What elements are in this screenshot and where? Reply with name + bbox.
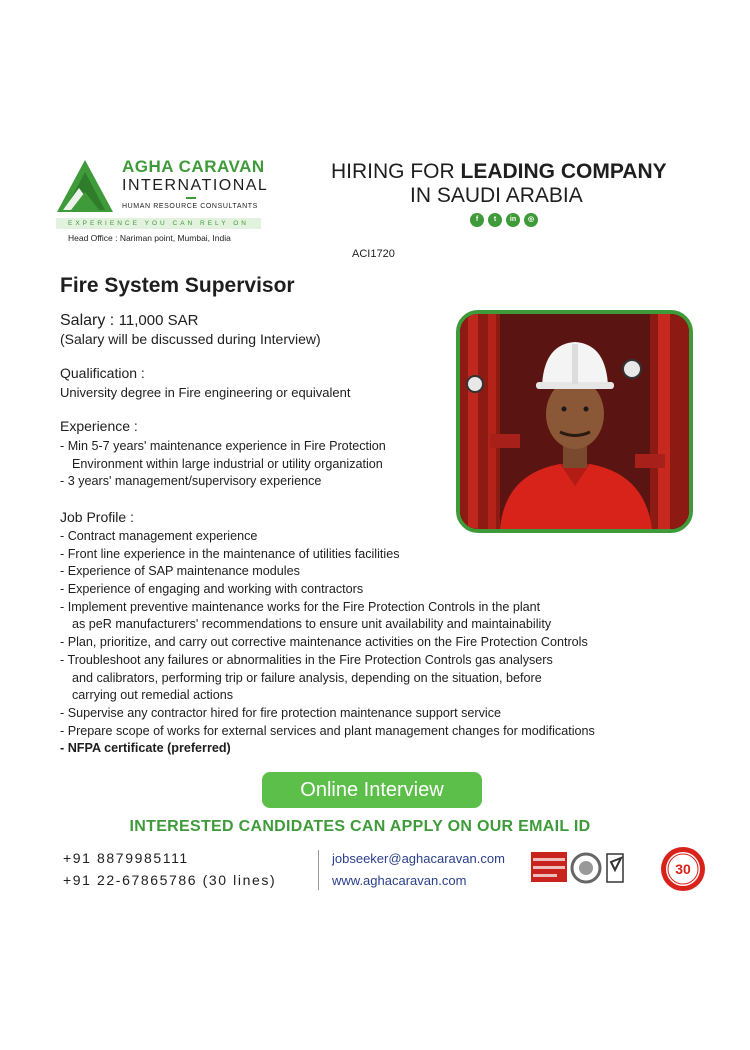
brand-name-line2: INTERNATIONAL: [122, 177, 269, 194]
experience-heading: Experience :: [60, 418, 138, 434]
qualification-heading: Qualification :: [60, 365, 145, 381]
website-link[interactable]: www.aghacaravan.com: [332, 873, 467, 888]
list-item: - Supervise any contractor hired for fire protection maintenance support service: [60, 705, 501, 720]
phone-primary[interactable]: +91 8879985111: [63, 850, 189, 866]
brand-subtitle: HUMAN RESOURCE CONSULTANTS: [122, 203, 258, 210]
list-item: as peR manufacturers' recommendations to ensure unit availability and maintainability: [72, 617, 552, 632]
job-profile-heading: Job Profile :: [60, 509, 134, 525]
list-item: - Prepare scope of works for external services and plant management changes for modifications: [60, 723, 595, 738]
head-office: Head Office : Nariman point, Mumbai, India: [68, 233, 231, 243]
brand-logo-icon: [55, 158, 115, 214]
list-item: - 3 years' management/supervisory experience: [60, 474, 322, 489]
brand-name: AGHA CARAVAN: [122, 157, 265, 176]
anniversary-badge-icon: [660, 846, 706, 892]
list-item: - Experience of engaging and working with contractors: [60, 582, 364, 597]
facebook-icon[interactable]: f: [470, 213, 484, 227]
salary: [60, 312, 198, 330]
certification-badge-icon: [531, 848, 629, 888]
twitter-icon[interactable]: t: [488, 213, 502, 227]
list-item: - Min 5-7 years' maintenance experience in Fire Protection: [60, 439, 386, 453]
list-item: - Contract management experience: [60, 529, 258, 543]
phone-secondary[interactable]: +91 22-67865786 (30 lines): [63, 872, 277, 888]
anniversary-number: 30: [675, 861, 691, 877]
reference-code: ACI1720: [352, 248, 395, 260]
experience-list: [60, 438, 386, 491]
hiring-headline: [331, 160, 667, 184]
list-item: - Troubleshoot any failures or abnormalities in the Fire Protection Controls gas analysers: [60, 652, 553, 667]
hiring-bold: LEADING COMPANY: [460, 160, 667, 183]
salary-label: Salary :: [60, 312, 119, 329]
list-item: - NFPA certificate (preferred): [60, 741, 231, 756]
job-profile-list: [60, 528, 595, 758]
social-links: [470, 213, 538, 227]
contact-divider: [318, 850, 319, 890]
job-title: Fire System Supervisor: [60, 274, 295, 297]
email-link[interactable]: jobseeker@aghacaravan.com: [332, 851, 505, 866]
hiring-prefix: HIRING FOR: [331, 160, 461, 183]
linkedin-icon[interactable]: in: [506, 213, 520, 227]
list-item: - Implement preventive maintenance works for the Fire Protection Controls in the plant: [60, 599, 541, 614]
apply-instructions: INTERESTED CANDIDATES CAN APPLY ON OUR EMAIL ID: [129, 818, 591, 835]
list-item: - Front line experience in the maintenance of utilities facilities: [60, 546, 400, 561]
qualification-text: University degree in Fire engineering or equivalent: [60, 385, 351, 400]
worker-photo: [456, 310, 693, 533]
salary-value: 11,000 SAR: [118, 312, 199, 329]
instagram-icon[interactable]: ◎: [524, 213, 538, 227]
brand-tagline: EXPERIENCE YOU CAN RELY ON: [56, 218, 261, 229]
brand-divider: [186, 197, 196, 199]
list-item: carrying out remedial actions: [72, 688, 233, 703]
list-item: and calibrators, performing trip or failure analysis, depending on the situation, before: [72, 670, 542, 685]
list-item: - Plan, prioritize, and carry out corrective maintenance activities on the Fire Protection Controls: [60, 635, 588, 650]
hiring-location: IN SAUDI ARABIA: [410, 184, 583, 207]
salary-note: (Salary will be discussed during Interview): [60, 331, 321, 347]
list-item: Environment within large industrial or utility organization: [72, 456, 383, 471]
list-item: - Experience of SAP maintenance modules: [60, 564, 300, 579]
online-interview-button[interactable]: Online Interview: [262, 772, 482, 808]
